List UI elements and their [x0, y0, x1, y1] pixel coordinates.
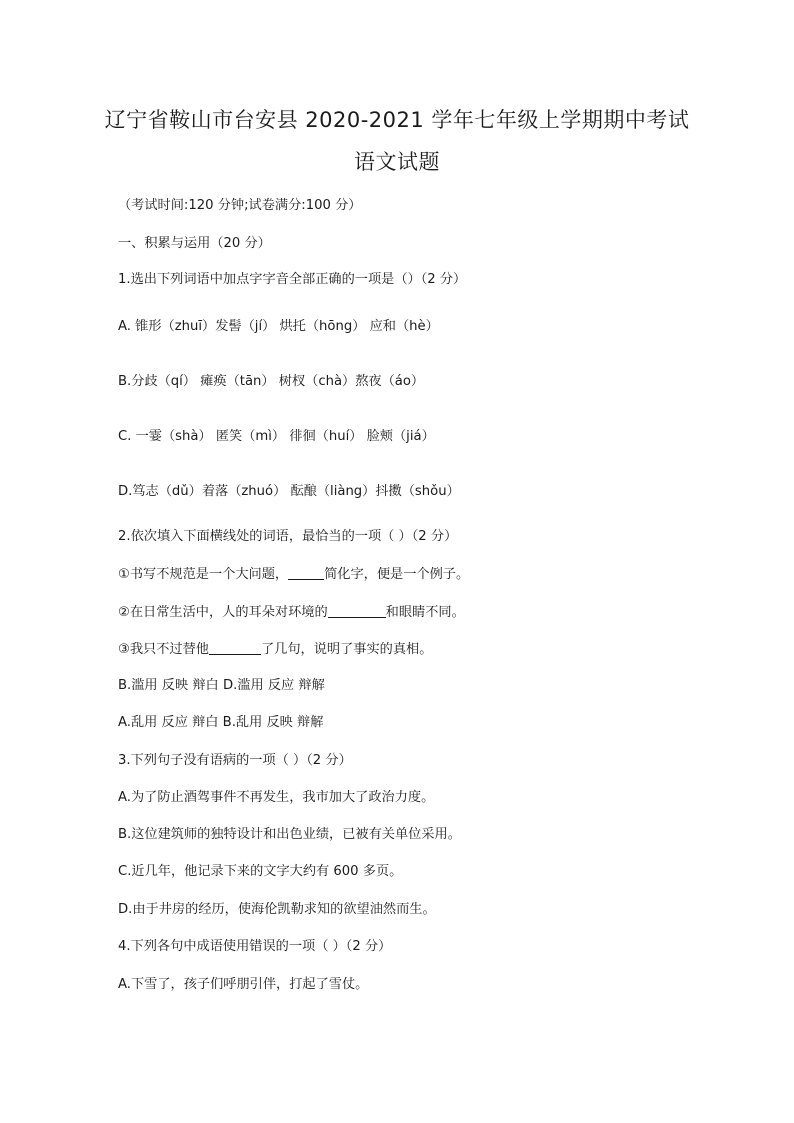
exam-title: 辽宁省鞍山市台安县 2020-2021 学年七年级上学期期中考试: [104, 108, 690, 132]
fill-blank: [328, 603, 386, 618]
exam-subtitle: 语文试题: [354, 150, 440, 174]
fill-blank: [209, 640, 261, 655]
section-heading: 一、积累与运用（20 分）: [118, 236, 271, 251]
question-1-option-d: D.笃志（dǔ）着落（zhuó） 酝酿（liàng）抖擞（shǒu）: [118, 484, 460, 499]
sentence-text: 简化字，便是一个例子。: [324, 567, 470, 582]
question-1-option-c: C. 一霎（shà） 匿笑（mì） 徘徊（huí） 脸颊（jiá）: [118, 429, 435, 444]
exam-info: （考试时间:120 分钟;试卷满分:100 分）: [118, 198, 362, 213]
question-4-option-a: A.下雪了，孩子们呼朋引伴，打起了雪仗。: [118, 977, 369, 992]
sentence-text: ①书写不规范是一个大问题，: [118, 567, 289, 582]
sentence-text: 了几句，说明了事实的真相。: [260, 642, 433, 657]
question-2-sentence-2: [118, 603, 465, 622]
question-2-stem: 2.依次填入下面横线处的词语，最恰当的一项（ ）（2 分）: [118, 529, 458, 544]
sentence-text: ③我只不过替他: [118, 642, 209, 657]
question-3-option-c: C.近几年，他记录下来的文字大约有 600 多页。: [118, 864, 403, 879]
question-2-options-bd: B.滥用 反映 辩白 D.滥用 反应 辩解: [118, 678, 325, 693]
question-1-stem: 1.选出下列词语中加点字字音全部正确的一项是（）（2 分）: [118, 272, 467, 287]
question-3-option-b: B.这位建筑师的独特设计和出色业绩，已被有关单位采用。: [118, 827, 461, 842]
question-1-option-b: B.分歧（qí） 瘫痪（tān） 树杈（chà）熬夜（áo）: [118, 374, 425, 389]
question-2-sentence-1: [118, 565, 469, 584]
fill-blank: [288, 565, 324, 580]
question-4-stem: 4.下列各句中成语使用错误的一项（ ）（2 分）: [118, 939, 392, 954]
question-3-option-d: D.由于井房的经历，使海伦凯勒求知的欲望油然而生。: [118, 902, 436, 917]
question-3-option-a: A.为了防止酒驾事件不再发生，我市加大了政治力度。: [118, 790, 435, 805]
question-2-sentence-3: [118, 640, 432, 659]
question-3-stem: 3.下列句子没有语病的一项（ ）（2 分）: [118, 753, 352, 768]
question-2-options-ab: A.乱用 反应 辩白 B.乱用 反映 辩解: [118, 715, 324, 730]
sentence-text: ②在日常生活中，人的耳朵对环境的: [118, 605, 328, 620]
question-1-option-a: A. 锥形（zhuī）发髻（jí） 烘托（hōng） 应和（hè）: [118, 319, 439, 334]
sentence-text: 和眼睛不同。: [385, 605, 465, 620]
